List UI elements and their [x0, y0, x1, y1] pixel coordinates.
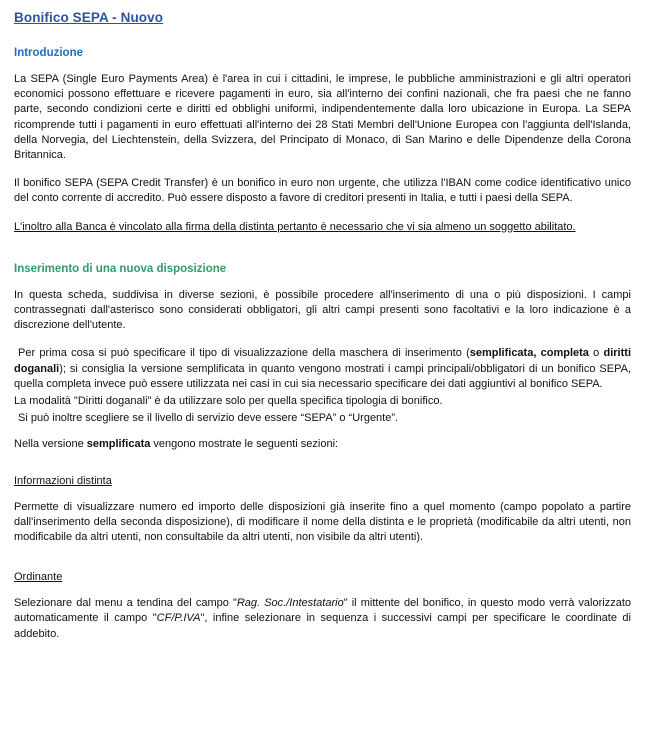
paragraph-scheda-sezioni: In questa scheda, suddivisa in diverse sezioni, è possibile procedere all'inserimento di una o più disposizioni. I campi contrassegnati dall'asterisco sono considerati obbligatori, gli altri campi presenti sono facoltativi e la loro indicazione è a discrezione dell'utente. — [14, 288, 631, 332]
text-italic-rag-soc-intestatario: Rag. Soc./Intestatario — [236, 597, 344, 610]
text-sezioni-intro-pre: Nella versione — [14, 438, 87, 451]
paragraph-bonifico-sepa: Il bonifico SEPA (SEPA Credit Transfer) è un bonifico in euro non urgente, che utilizza l'IBAN come codice identificativo unico del conto corrente di accredito. Può essere disposto a favore di creditori presenti in Italia, e tutti i paesi della SEPA. — [14, 177, 631, 205]
text-ordinante-pre: Selezionare dal menu a tendina del campo " — [14, 597, 237, 610]
paragraph-tipo-visualizzazione — [14, 346, 631, 392]
paragraph-inoltro-banca: L'inoltro alla Banca è vincolato alla firma della distinta pertanto è necessario che vi sia almeno un soggetto abilitato. — [14, 220, 576, 233]
text-ordinante-post: ", infine selezionare in sequenza i successivi campi per specificare le coordinate di addebito. — [14, 612, 631, 640]
line-livello-servizio: Si può inoltre scegliere se il livello di servizio deve essere “SEPA” o “Urgente”. — [18, 412, 399, 425]
subsection-heading-ordinante: Ordinante — [14, 571, 63, 584]
text-italic-cf-piva: CF/P.IVA — [156, 612, 201, 625]
text-sezioni-intro-post: vengono mostrate le seguenti sezioni: — [150, 438, 339, 451]
paragraph-ordinante — [14, 596, 631, 642]
section-heading-introduzione: Introduzione — [14, 47, 83, 59]
text-ordinante-mid: " il mittente del bonifico, in questo modo verrà valorizzato automaticamente il campo " — [14, 597, 631, 625]
text-conjunction-o: o — [588, 347, 604, 360]
text-visualizzazione-intro-1: Per prima cosa si può specificare il tipo di visualizzazione della maschera di inserimento ( — [18, 347, 470, 360]
page-title: Bonifico SEPA - Nuovo — [14, 10, 164, 25]
section-heading-inserimento: Inserimento di una nuova disposizione — [14, 262, 227, 275]
text-visualizzazione-intro-2: ); si consiglia la versione semplificata in quanto vengono mostrati i campi principali/obbligatori di un bonifico SEPA, quella completa invece può essere utilizzata nei casi in cui sia necessario specificare dei dati aggiuntivi al bonifico SEPA. — [14, 362, 631, 390]
subsection-heading-informazioni-distinta: Informazioni distinta — [14, 474, 112, 487]
paragraph-sepa-definition: La SEPA (Single Euro Payments Area) è l'area in cui i cittadini, le imprese, le pubbliche amministrazioni e gli altri operatori economici possono effettuare e ricevere pagamenti in euro, sia all'interno dei confini nazionali, che fra paesi che ne fanno parte, secondo condizioni certe e diritti ed obblighi uniformi, indipendentemente dalla loro ubicazione in Europa. La SEPA ricomprende tutti i pagamenti in euro effettuati all'interno dei 28 Stati Membri dell'Unione Europea con l'aggiunta dell'Islanda, della Norvegia, del Liechtenstein, della Svizzera, del Principato di Monaco, di San Marino e delle Dipendenze della Corona Britannica. — [14, 73, 631, 162]
text-bold-semplificata-completa: semplificata, completa — [469, 347, 589, 360]
line-modalita-diritti-doganali: La modalità "Diritti doganali" è da utilizzare solo per quella specifica tipologia di bonifico. — [14, 395, 443, 408]
text-bold-semplificata: semplificata — [86, 438, 151, 451]
paragraph-versione-semplificata-sezioni — [14, 437, 631, 452]
paragraph-informazioni-distinta: Permette di visualizzare numero ed importo delle disposizioni già inserite fino a quel momento (campo popolato a partire dall'inserimento della seconda disposizione), di modificare il nome della distinta e le proprietà (modificabile da altri utenti, non modificabile da altri utenti, non consultabile da altri utenti, non visibile da altri utenti). — [14, 500, 631, 544]
text-bold-diritti-doganali: diritti doganali — [14, 347, 631, 375]
